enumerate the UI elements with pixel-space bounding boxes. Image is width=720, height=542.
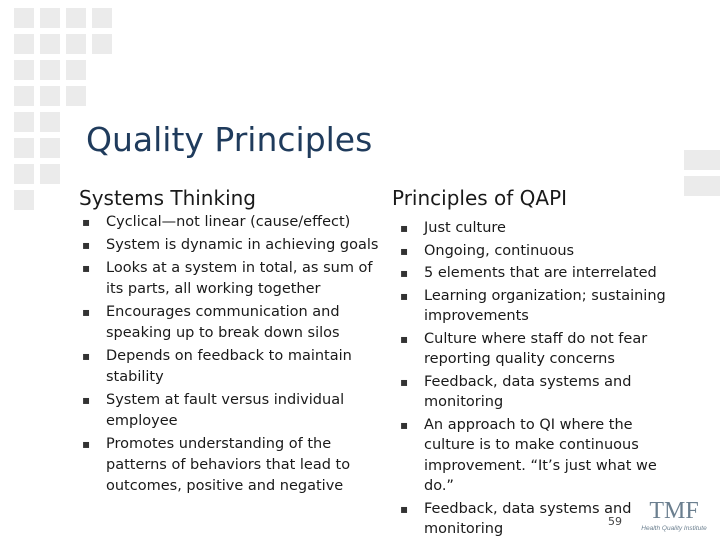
list-item: ▪ Looks at a system in total, as sum of its parts, all working together xyxy=(79,258,379,300)
list-item: ▪ System is dynamic in achieving goals xyxy=(79,235,379,256)
decor-square xyxy=(66,60,86,80)
page-number: 59 xyxy=(608,515,622,528)
logo-tagline: Health Quality Institute xyxy=(641,525,707,532)
decor-square xyxy=(14,164,34,184)
decor-square xyxy=(40,86,60,106)
list-item: ▪ Culture where staff do not fear reporting quality concerns xyxy=(397,329,669,370)
decor-square xyxy=(40,138,60,158)
decor-square xyxy=(14,190,34,210)
systems-thinking-heading: Systems Thinking xyxy=(79,186,256,210)
list-item: ▪ An approach to QI where the culture is to make continuous improvement. “It’s just what we do.” xyxy=(397,415,669,497)
qapi-principles-heading: Principles of QAPI xyxy=(392,186,568,210)
list-item: ▪ Encourages communication and speaking up to break down silos xyxy=(79,302,379,344)
decor-square xyxy=(14,60,34,80)
list-item: ▪ Feedback, data systems and monitoring xyxy=(397,499,669,540)
tmf-logo xyxy=(634,494,714,536)
list-item: ▪ Ongoing, continuous xyxy=(397,241,669,262)
decor-square xyxy=(66,8,86,28)
decor-square xyxy=(684,176,720,196)
decor-square xyxy=(40,34,60,54)
decor-square xyxy=(684,150,720,170)
list-item: ▪ Promotes understanding of the patterns of behaviors that lead to outcomes, positive and negative xyxy=(79,434,379,497)
logo-mark: TMF xyxy=(649,498,699,524)
list-item: ▪ Learning organization; sustaining improvements xyxy=(397,286,669,327)
decor-square xyxy=(14,138,34,158)
list-item: ▪ 5 elements that are interrelated xyxy=(397,263,669,284)
decor-square xyxy=(92,34,112,54)
systems-thinking-list xyxy=(79,212,379,499)
list-item: ▪ Depends on feedback to maintain stability xyxy=(79,346,379,388)
decor-square xyxy=(40,164,60,184)
slide-title: Quality Principles xyxy=(86,120,373,159)
decor-square xyxy=(66,86,86,106)
decor-square xyxy=(14,34,34,54)
list-item: ▪ Cyclical—not linear (cause/effect) xyxy=(79,212,379,233)
list-item: ▪ Feedback, data systems and monitoring xyxy=(397,372,669,413)
decor-square xyxy=(14,8,34,28)
qapi-principles-list xyxy=(397,218,669,542)
decor-square xyxy=(14,86,34,106)
decor-square xyxy=(92,8,112,28)
decor-square xyxy=(40,112,60,132)
decor-square xyxy=(14,112,34,132)
decor-square xyxy=(40,8,60,28)
list-item: ▪ System at fault versus individual employee xyxy=(79,390,379,432)
list-item: ▪ Just culture xyxy=(397,218,669,239)
decor-square xyxy=(40,60,60,80)
decor-square xyxy=(66,34,86,54)
